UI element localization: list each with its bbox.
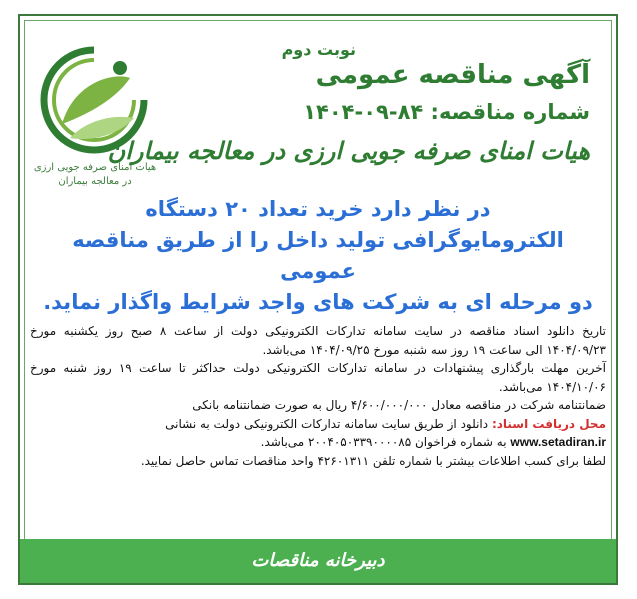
call-number-text: به شماره فراخوان ۲۰۰۴۰۵۰۳۳۹۰۰۰۰۸۵ می‌باشد. [260, 435, 507, 449]
headline [38, 194, 598, 318]
logo-caption [30, 161, 160, 189]
call-number [30, 433, 606, 452]
documents-location-label: محل دریافت اسناد: [491, 416, 606, 431]
logo-caption-line1: هیات امنای صرفه جویی ارزی [33, 162, 157, 173]
headline-line2: الکترومایوگرافی تولید داخل را از طریق مناقصه عمومی [72, 228, 564, 283]
logo-caption-line2: در معالجه بیماران [58, 176, 132, 187]
guarantee-amount: ضمانتنامه شرکت در مناقصه معادل ۴/۶۰۰/۰۰۰/۰۰۰ ریال به صورت ضمانتنامه بانکی [192, 398, 606, 412]
submission-deadline: آخرین مهلت بارگذاری پیشنهادات در سامانه تدارکات الکترونیکی دولت حداکثر تا ساعت ۱۹ روز شنبه مورخ ۱۴۰۴/۱۰/۰۶ می‌باشد. [30, 361, 606, 394]
headline-line3: دو مرحله ای به شرکت های واجد شرایط واگذار نماید. [43, 290, 593, 314]
ad-title: آگهی مناقصه عمومی [315, 60, 590, 90]
round-label: نوبت دوم [281, 40, 356, 59]
headline-line1: در نظر دارد خرید تعداد ۲۰ دستگاه [145, 197, 491, 221]
footer-banner: دبیرخانه مناقصات [20, 539, 616, 583]
tender-ad-frame [18, 14, 618, 585]
organization-name: هیات امنای صرفه جویی ارزی در معالجه بیماران [107, 136, 590, 165]
documents-location-text: دانلود از طریق سایت سامانه تدارکات الکترونیکی دولت به نشانی [165, 416, 489, 431]
tender-number: شماره مناقصه: ۸۴-۰۹-۱۴۰۴ [303, 100, 590, 124]
download-period: تاریخ دانلود اسناد مناقصه در سایت سامانه تدارکات الکترونیکی دولت از ساعت ۸ صبح روز یکشنبه مورخ ۱۴۰۴/۰۹/۲۳ الی ساعت ۱۹ روز سه شنبه مورخ ۱۴۰۴/۰۹/۲۵ می‌باشد. [30, 324, 606, 357]
ad-body [30, 322, 606, 470]
documents-location [30, 415, 606, 434]
setadiran-link[interactable]: www.setadiran.ir [510, 435, 606, 449]
contact-info: لطفا برای کسب اطلاعات بیشتر با شماره تلفن ۴۲۶۰۱۳۱۱ واحد مناقصات تماس حاصل نمایید. [140, 453, 606, 468]
